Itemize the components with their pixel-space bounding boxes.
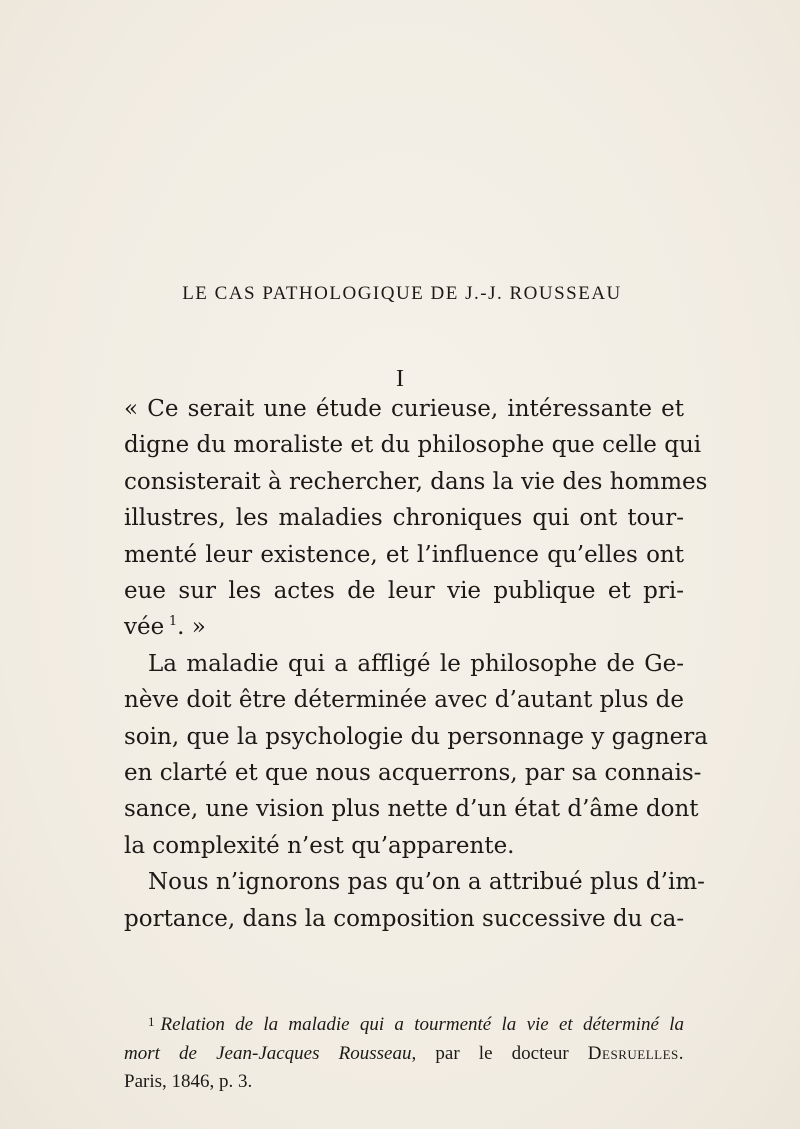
footnote-title-part2: mort de Jean-Jacques Rousseau bbox=[124, 1042, 412, 1064]
body-line-14: Nous n’ignorons pas qu’on a attribué plus d’im- bbox=[148, 869, 705, 896]
footnote bbox=[124, 1008, 684, 1097]
body-line-15: portance, dans la composition successive du ca- bbox=[124, 905, 685, 932]
body-line-12: sance, une vision plus nette d’un état d’âme dont bbox=[124, 796, 699, 823]
body-line-7-text: vée bbox=[124, 614, 165, 641]
footnote-line-3: Paris, 1846, p. 3. bbox=[124, 1071, 253, 1092]
body-line-6: eue sur les actes de leur vie publique et pri- bbox=[124, 578, 684, 605]
body-line-5: menté leur existence, et l’influence qu’elles ont bbox=[124, 541, 684, 568]
body-line-9: nève doit être déterminée avec d’autant plus de bbox=[124, 687, 685, 714]
body-text bbox=[124, 391, 708, 937]
footnote-line-1 bbox=[124, 1008, 684, 1040]
body-line-13: la complexité n’est qu’apparente. bbox=[124, 832, 515, 859]
body-line-8: La maladie qui a affligé le philosophe de Ge- bbox=[148, 650, 684, 677]
section-number: I bbox=[396, 366, 404, 392]
running-head: LE CAS PATHOLOGIQUE DE J.-J. ROUSSEAU bbox=[182, 283, 622, 304]
body-line-11: en clarté et que nous acquerrons, par sa connais- bbox=[124, 760, 702, 787]
footnote-reference: 1 bbox=[168, 614, 178, 630]
body-line-10: soin, que la psychologie du personnage y gagnera bbox=[124, 723, 708, 750]
quote-close: . » bbox=[177, 614, 206, 641]
body-line-1: « Ce serait une étude curieuse, intéressante et bbox=[124, 396, 684, 422]
footnote-line-2 bbox=[124, 1040, 684, 1069]
footnote-author-name: Desruelles. bbox=[587, 1042, 684, 1064]
body-line-3: consisterait à rechercher, dans la vie des hommes bbox=[124, 468, 708, 495]
body-line-2: digne du moraliste et du philosophe que celle qui bbox=[124, 432, 702, 459]
footnote-number: 1 bbox=[148, 1014, 155, 1029]
body-line-7 bbox=[124, 609, 684, 645]
footnote-title-part1: Relation de la maladie qui a tourmenté la vie et déterminé la bbox=[160, 1014, 684, 1035]
footnote-author-prefix: , par le docteur bbox=[411, 1042, 588, 1064]
body-line-4: illustres, les maladies chroniques qui ont tour- bbox=[124, 505, 684, 532]
